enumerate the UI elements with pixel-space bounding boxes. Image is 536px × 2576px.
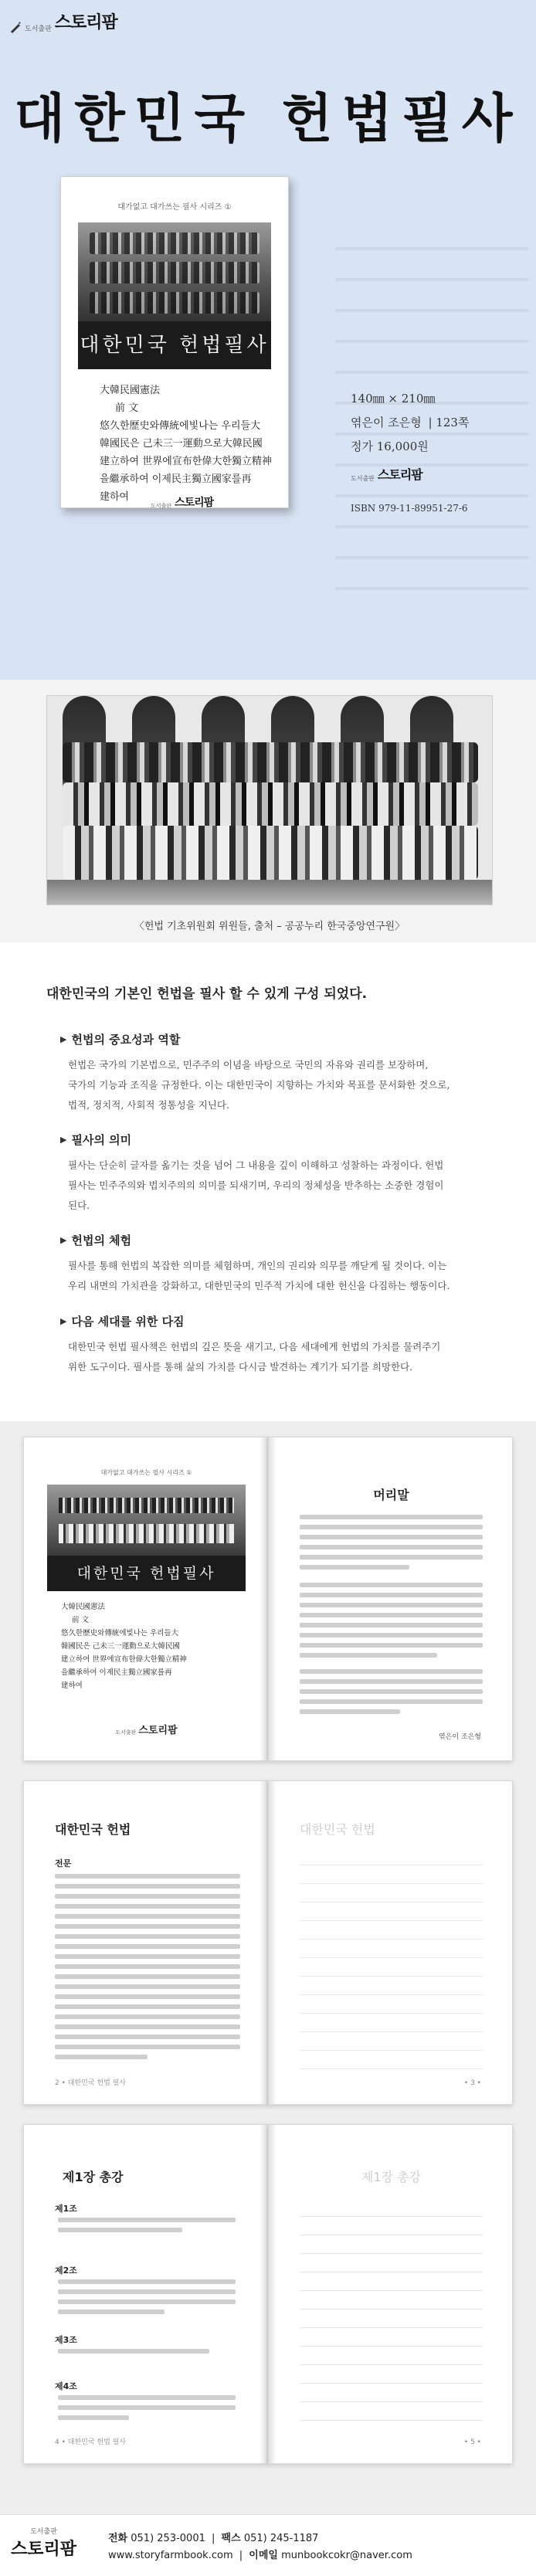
intro-section-1 (60, 1031, 508, 1115)
logo-small-text: 도서출판 (151, 503, 172, 509)
preface-title: 머리말 (373, 1488, 409, 1502)
manuscript-line: 前 文 (72, 1616, 90, 1624)
book-publisher-logo (151, 494, 213, 510)
section-line: 필사는 민주주의와 법치주의의 의미를 되새기며, 우리의 정체성을 반추하는 소중한 경험이 (68, 1179, 444, 1191)
section-heading: 헌법의 체험 (71, 1234, 132, 1247)
article-text (58, 2218, 236, 2238)
preface-text-block-2 (300, 1583, 483, 1663)
photo-caption: 〈헌법 기초위원회 위원들, 출처 – 공공누리 한국중앙연구원〉 (134, 921, 405, 932)
manuscript-line: 建하여 (61, 1682, 83, 1690)
logo-main-text: 스토리팜 (54, 13, 117, 32)
email-link[interactable]: munbookcokr@naver.com (281, 2550, 412, 2561)
preamble-label: 전문 (55, 1858, 72, 1868)
mini-manuscript (61, 1600, 268, 1692)
book-price: 정가 16,000원 (351, 440, 429, 453)
fax-number: 051) 245-1187 (243, 2533, 319, 2544)
section-line: 위한 도구이다. 필사를 통해 삶의 가치를 다시금 발견하는 계기가 되기를 희망한다. (68, 1361, 413, 1373)
spread2-right-page (268, 1780, 513, 2105)
section-line: 된다. (68, 1200, 90, 1211)
manuscript-line: 悠久한歷史와傳統에빛나는 우리들大 (100, 420, 261, 432)
preamble-text-block (55, 1874, 240, 2065)
manuscript-line: 建하여 (100, 491, 130, 503)
section-line: 국가의 기능과 조직을 규정한다. 이는 대한민국이 지향하는 가치와 목표를 문서화한 것으로, (68, 1079, 450, 1091)
mini-cover-photo (47, 1485, 246, 1556)
footer-logo (11, 2526, 76, 2560)
fax-label: 팩스 (221, 2533, 241, 2544)
page-footer: • 5 • (463, 2439, 481, 2446)
book-cover-photo (78, 222, 271, 321)
intro-section-2 (60, 1132, 508, 1216)
book-editor: 엮은이 조은형 (351, 416, 422, 429)
book-isbn: ISBN 979-11-89951-27-6 (351, 503, 468, 514)
article-label: 제4조 (55, 2381, 77, 2391)
book-pages: 123쪽 (436, 416, 470, 429)
pen-icon (9, 21, 22, 33)
manuscript-line: 大韓民國憲法 (61, 1603, 106, 1611)
book-series: 대가없고 대가쓰는 필사 시리즈 ① (100, 1469, 192, 1476)
email-label: 이메일 (249, 2550, 278, 2561)
book-info (351, 390, 521, 514)
manuscript-line: 悠久한歷史와傳統에빛나는 우리들大 (61, 1629, 179, 1638)
triangle-bullet-icon: ▶ (60, 1235, 67, 1245)
manuscript-line: 韓國民은 己未三一運動으로大韓民國 (100, 438, 263, 450)
section-heading: 헌법의 중요성과 역할 (71, 1033, 181, 1047)
constitution-title: 대한민국 헌법 (55, 1822, 131, 1837)
article-label: 제3조 (55, 2335, 77, 2345)
publisher-logo (9, 9, 117, 33)
mini-cover-title: 대한민국 헌법필사 (47, 1556, 246, 1591)
book-series: 대가없고 대가쓰는 필사 시리즈 ① (117, 203, 232, 212)
intro-title: 대한민국의 기본인 헌법을 필사 할 수 있게 구성 되었다. (46, 986, 368, 1002)
triangle-bullet-icon: ▶ (60, 1316, 67, 1326)
section-line: 필사를 통해 헌법의 복잡한 의미를 체험하며, 개인의 권리와 의무를 깨닫게 될 것이다. 이는 (68, 1260, 447, 1271)
article-label: 제2조 (55, 2265, 77, 2276)
writing-lines (300, 2198, 483, 2430)
article-text (58, 2349, 236, 2359)
logo-small-text: 도서출판 (115, 1729, 137, 1736)
tracing-title: 대한민국 헌법 (300, 1822, 375, 1837)
manuscript-line: 前 文 (115, 402, 139, 414)
book-manuscript (100, 382, 288, 506)
spread3-right-page (268, 2124, 513, 2464)
page-footer: 2 • 대한민국 헌법 필사 (55, 2079, 127, 2087)
article-text (58, 2279, 236, 2320)
section-line: 헌법은 국가의 기본법으로, 민주주의 이념을 바탕으로 국민의 자유와 권리를 보장하며, (68, 1059, 429, 1071)
section-line: 대한민국 헌법 필사책은 헌법의 깊은 뜻을 새기고, 다음 세대에게 헌법의 가치를 물려주기 (68, 1341, 441, 1352)
website-link[interactable]: www.storyfarmbook.com (108, 2550, 233, 2561)
spread1-right-page (268, 1437, 513, 1761)
section-line: 필사는 단순히 글자를 옮기는 것을 넘어 그 내용을 깊이 이해하고 성찰하는 과정이다. 헌법 (68, 1159, 444, 1171)
section-heading: 필사의 의미 (71, 1133, 132, 1147)
book-editor-pages: 엮은이 조은형 | 123쪽 (351, 416, 470, 429)
info-publisher-logo (351, 465, 521, 483)
phone-label: 전화 (108, 2533, 128, 2544)
manuscript-line: 大韓民國憲法 (100, 385, 161, 396)
article-label: 제1조 (55, 2204, 77, 2214)
manuscript-line: 建立하여 世界에宣布한偉大한獨立精神 (100, 456, 272, 467)
section-line: 법적, 정치적, 사회적 정통성을 지닌다. (68, 1099, 229, 1111)
intro-section-4 (60, 1313, 508, 1377)
book-size: 140㎜ × 210㎜ (351, 392, 436, 406)
manuscript-line: 韓國民은 己未三一運動으로大韓民國 (61, 1642, 181, 1651)
logo-main-text: 스토리팜 (11, 2540, 77, 2559)
page-footer: • 3 • (463, 2079, 481, 2087)
logo-main-text: 스토리팜 (138, 1725, 178, 1736)
logo-small-text: 도서출판 (351, 475, 375, 482)
book-cover-title: 대한민국 헌법필사 (78, 321, 271, 369)
section-line: 우리 내면의 가치관을 강화하고, 대한민국의 민주적 가치에 대한 헌신을 다짐하는 행동이다. (68, 1280, 450, 1291)
section-heading: 다음 세대를 위한 다짐 (71, 1315, 185, 1329)
spread1-left-page (23, 1437, 268, 1761)
spread3-left-page (23, 2124, 268, 2464)
intro-section-3 (60, 1232, 508, 1296)
manuscript-line: 建立하여 世界에宣布한偉大한獨立精神 (61, 1655, 187, 1664)
preface-signature: 엮은이 조은형 (438, 1733, 481, 1741)
footer-contact: 전화 051) 253-0001 | 팩스 051) 245-1187 www.storyfarmbook.com | 이메일 munbookcokr@naver.com (108, 2533, 412, 2561)
book-cover (60, 176, 289, 508)
mini-publisher-logo (24, 1722, 268, 1736)
committee-photo (46, 695, 493, 905)
site-footer (0, 2514, 536, 2576)
preface-text-block-3 (300, 1669, 483, 1719)
writing-lines (300, 1847, 483, 2079)
spread2-left-page (23, 1780, 268, 2105)
tracing-title: 제1장 총강 (361, 2170, 422, 2184)
phone-number: 051) 253-0001 (131, 2533, 205, 2544)
preface-text-block-1 (300, 1515, 483, 1575)
page-footer: 4 • 대한민국 헌법 필사 (55, 2439, 127, 2446)
chapter-title: 제1장 총강 (63, 2170, 124, 2184)
hero-title: 대한민국 헌법필사 (14, 88, 522, 150)
logo-main-text: 스토리팜 (175, 497, 214, 509)
triangle-bullet-icon: ▶ (60, 1135, 67, 1145)
logo-small-text: 도서출판 (25, 25, 52, 33)
article-text (58, 2395, 236, 2425)
logo-main-text: 스토리팜 (377, 467, 422, 482)
manuscript-line: 을繼承하여 이제民主獨立國家를再 (61, 1668, 172, 1677)
triangle-bullet-icon: ▶ (60, 1034, 67, 1044)
manuscript-line: 을繼承하여 이제民主獨立國家를再 (100, 473, 252, 485)
logo-small-text: 도서출판 (30, 2528, 57, 2536)
